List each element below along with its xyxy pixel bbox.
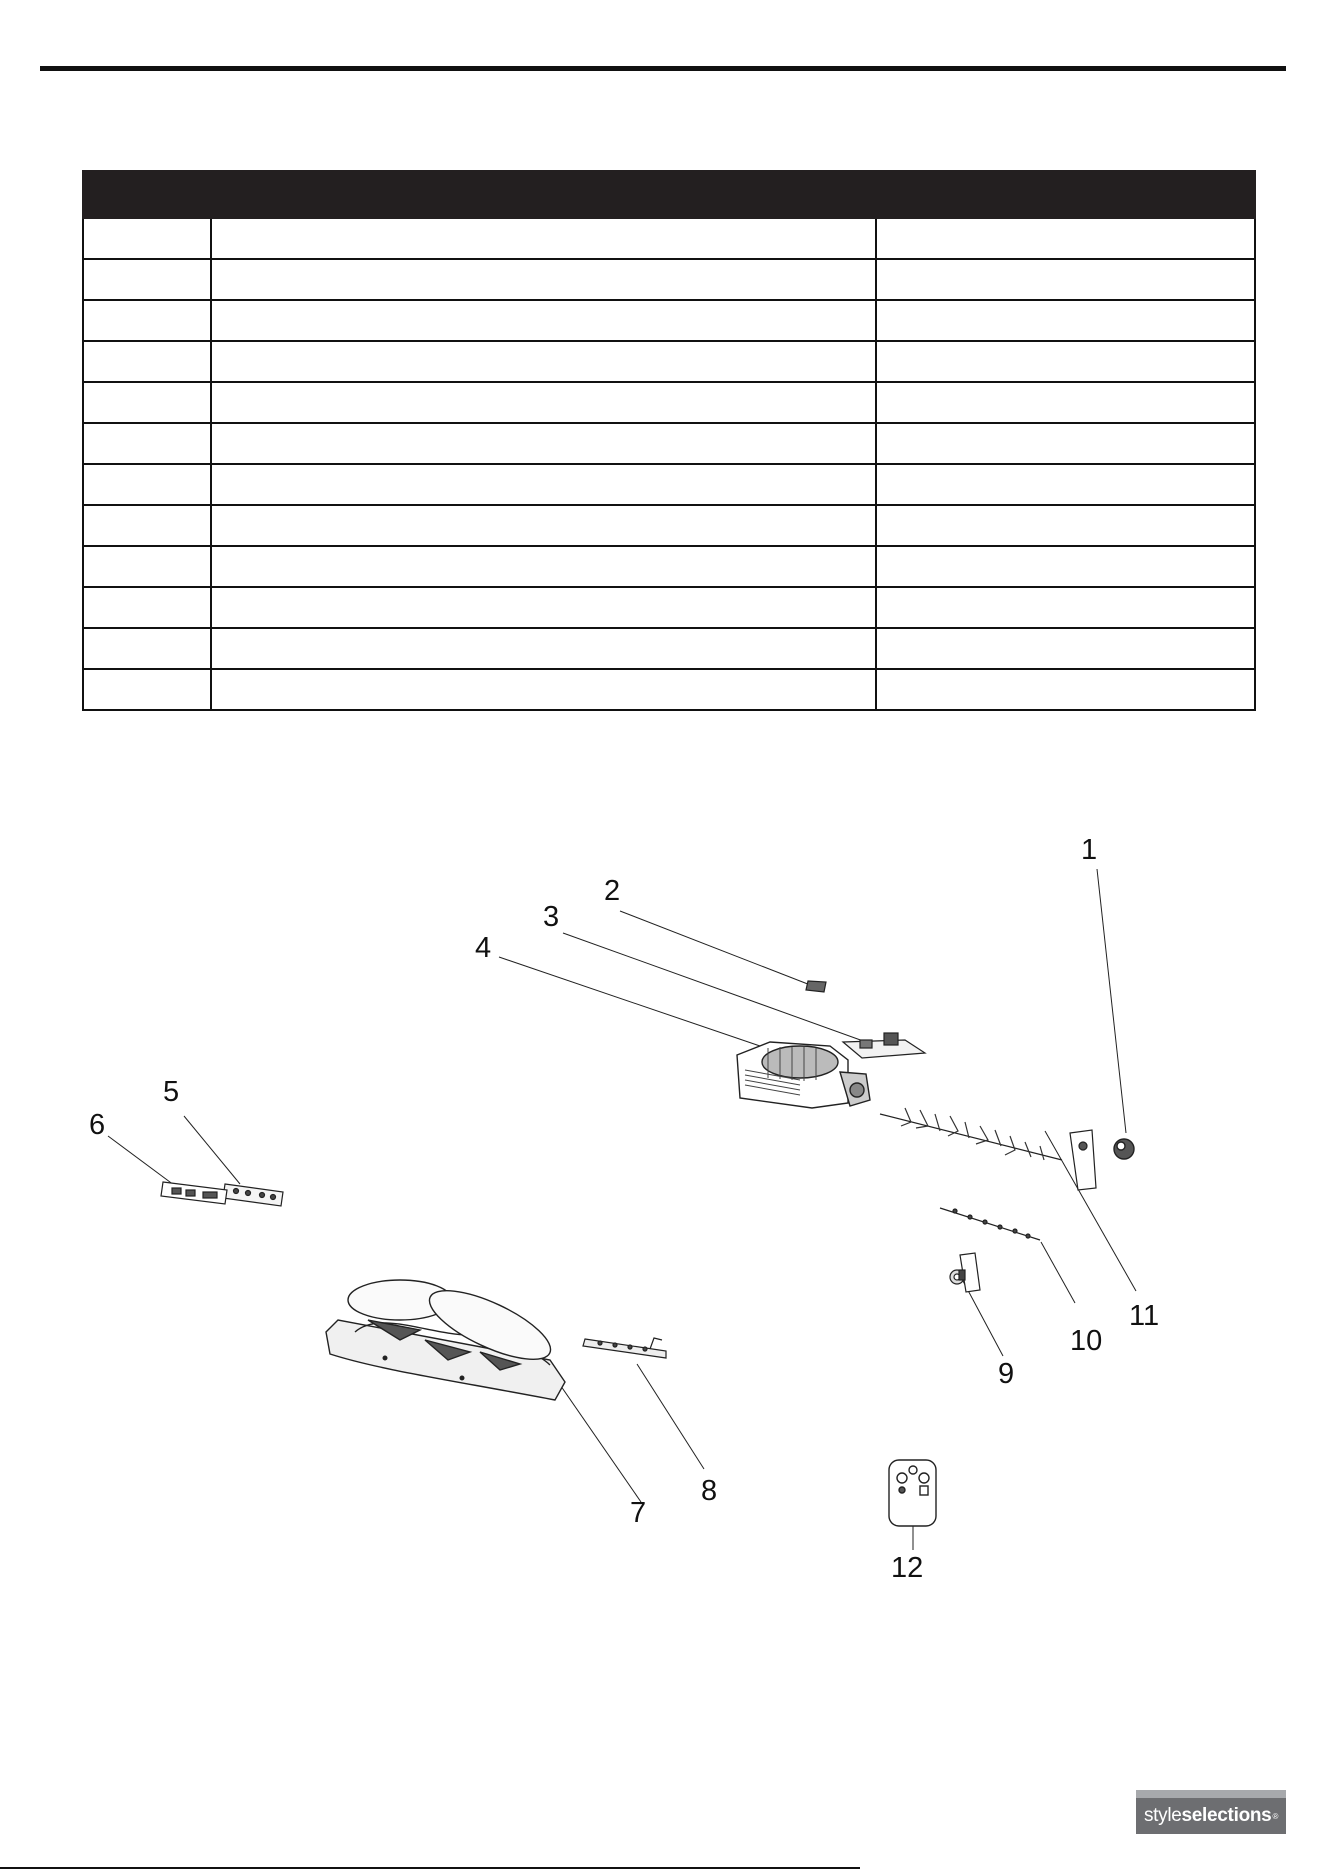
leader-line-2 xyxy=(620,911,818,988)
callout-6: 6 xyxy=(89,1109,106,1141)
part-light-bar xyxy=(940,1208,1040,1240)
callout-10: 10 xyxy=(1070,1325,1103,1357)
leader-line-4 xyxy=(499,957,760,1046)
leader-line-9 xyxy=(963,1281,1003,1356)
callout-4: 4 xyxy=(475,932,492,964)
bottom-rule xyxy=(0,1867,860,1869)
leader-line-6 xyxy=(108,1136,178,1188)
callout-2: 2 xyxy=(604,875,621,907)
callout-9: 9 xyxy=(998,1358,1015,1390)
part-bracket-plate xyxy=(843,1033,925,1058)
part-led-strip xyxy=(583,1338,666,1358)
callout-11: 11 xyxy=(1129,1300,1160,1332)
leader-line-8 xyxy=(637,1364,704,1469)
part-knob xyxy=(1114,1139,1134,1159)
part-flame-spindle xyxy=(880,1108,1096,1292)
callout-8: 8 xyxy=(701,1475,718,1507)
callout-12: 12 xyxy=(891,1552,924,1584)
callout-5: 5 xyxy=(163,1076,180,1108)
part-display-panel xyxy=(161,1182,227,1204)
leader-line-10 xyxy=(1041,1242,1075,1303)
part-log-set xyxy=(326,1277,565,1400)
style-selections-logo: style selections ® xyxy=(1136,1790,1286,1834)
leader-line-5 xyxy=(184,1116,240,1184)
part-blower-fan xyxy=(737,1042,870,1108)
callout-1: 1 xyxy=(1081,834,1098,866)
part-tab xyxy=(806,981,826,992)
part-control-board xyxy=(223,1184,283,1206)
callout-3: 3 xyxy=(543,901,560,933)
leader-line-1 xyxy=(1097,869,1126,1133)
part-remote xyxy=(889,1460,936,1526)
callout-7: 7 xyxy=(630,1497,647,1529)
